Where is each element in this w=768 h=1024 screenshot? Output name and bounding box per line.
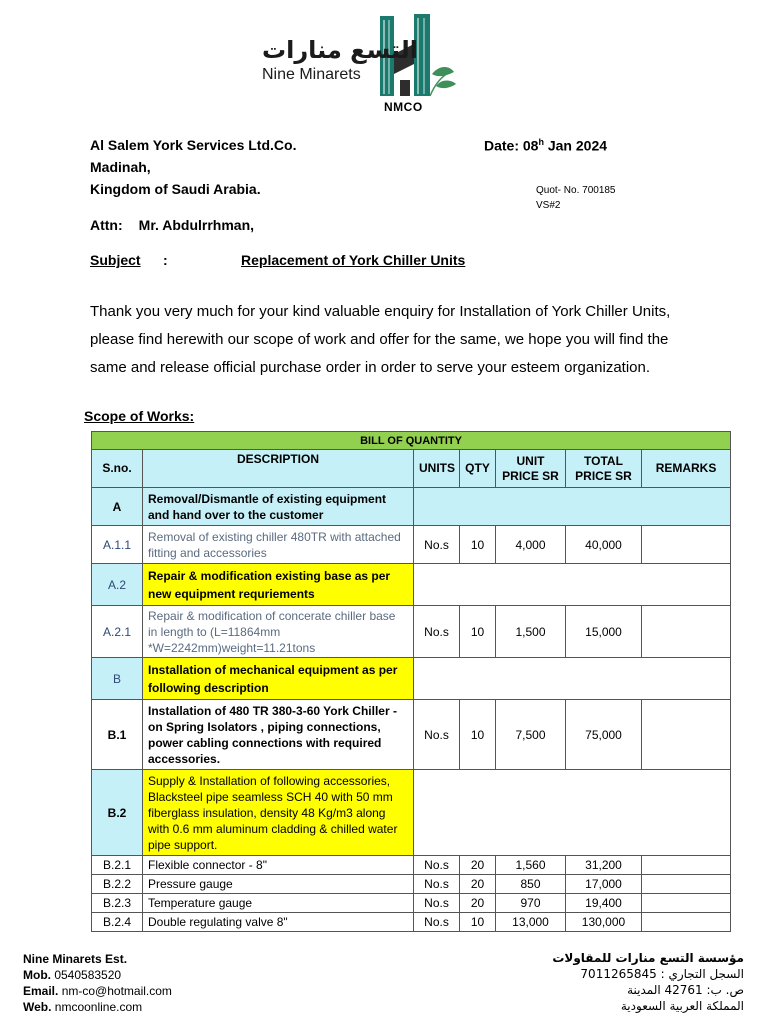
footer-ar-po: ص. ب: 42761 المدينة: [627, 983, 744, 997]
row-unit-price: 7,500: [496, 700, 566, 770]
subject-colon: :: [163, 252, 168, 268]
row-empty: [414, 658, 731, 700]
table-row: [92, 564, 731, 606]
date-prefix: Date: 08: [484, 137, 539, 154]
row-description: Pressure gauge: [143, 875, 414, 894]
row-description: Removal of existing chiller 480TR with attached fitting and accessories: [143, 526, 414, 564]
row-sno: B.2.3: [92, 894, 143, 913]
attn-name: Mr. Abdulrrhman,: [138, 217, 255, 233]
row-sno: B.1: [92, 700, 143, 770]
footer-email-label: Email.: [23, 984, 59, 998]
row-sno: A.1.1: [92, 526, 143, 564]
row-units: No.s: [414, 606, 460, 658]
row-description: Installation of mechanical equipment as per following description: [143, 658, 414, 700]
row-description: Temperature gauge: [143, 894, 414, 913]
footer-ar-cr: السجل التجاري : 7011265845: [580, 967, 744, 981]
footer-mob: 0540583520: [51, 968, 122, 982]
address-country: Kingdom of Saudi Arabia.: [90, 181, 261, 197]
row-empty: [414, 770, 731, 856]
row-unit-price: 970: [496, 894, 566, 913]
table-row: [92, 488, 731, 526]
header-remarks: REMARKS: [642, 450, 731, 488]
date-suffix: Jan 2024: [543, 137, 608, 154]
table-row: [92, 875, 731, 894]
table-row: [92, 770, 731, 856]
quote-number: Quot- No. 700185: [536, 185, 616, 196]
row-units: No.s: [414, 913, 460, 932]
header-description: DESCRIPTION: [143, 450, 414, 488]
logo-abbr: NMCO: [384, 100, 423, 114]
row-units: No.s: [414, 526, 460, 564]
logo-arabic: التسع منارات: [262, 36, 419, 64]
row-qty: 10: [460, 913, 496, 932]
row-sno: B.2: [92, 770, 143, 856]
row-total-price: 40,000: [566, 526, 642, 564]
row-remarks: [642, 526, 731, 564]
address-company: Al Salem York Services Ltd.Co.: [90, 137, 297, 153]
table-row: [92, 856, 731, 875]
row-remarks: [642, 606, 731, 658]
footer-web-label: Web.: [23, 1000, 52, 1014]
footer-ar-company: مؤسسة التسع منارات للمقاولات: [552, 951, 744, 965]
row-total-price: 17,000: [566, 875, 642, 894]
attn-label: Attn:: [90, 217, 123, 233]
footer-left: [23, 951, 172, 1015]
row-sno: A: [92, 488, 143, 526]
subject: [90, 252, 466, 268]
date: [484, 137, 607, 154]
row-total-price: 19,400: [566, 894, 642, 913]
row-sno: B: [92, 658, 143, 700]
date-sup: h: [538, 137, 544, 147]
footer-web: nmcoonline.com: [51, 1000, 143, 1014]
scope-title: Scope of Works:: [84, 408, 195, 424]
footer-email: nm-co@hotmail.com: [58, 984, 172, 998]
header-unit-price: UNIT PRICE SR: [496, 450, 566, 488]
row-units: No.s: [414, 875, 460, 894]
row-qty: 20: [460, 894, 496, 913]
table-row: [92, 894, 731, 913]
header-sno: S.no.: [92, 450, 143, 488]
row-qty: 10: [460, 606, 496, 658]
row-sno: B.2.4: [92, 913, 143, 932]
row-total-price: 75,000: [566, 700, 642, 770]
row-total-price: 130,000: [566, 913, 642, 932]
row-remarks: [642, 700, 731, 770]
row-unit-price: 850: [496, 875, 566, 894]
row-empty: [414, 564, 731, 606]
row-empty: [414, 488, 731, 526]
attn: [90, 217, 254, 233]
row-unit-price: 13,000: [496, 913, 566, 932]
header-qty: QTY: [460, 450, 496, 488]
row-remarks: [642, 875, 731, 894]
footer-right: [552, 950, 744, 1014]
footer-ar-country: المملكة العربية السعودية: [620, 999, 744, 1013]
subject-label: Subject: [90, 252, 141, 268]
row-description: Double regulating valve 8": [143, 913, 414, 932]
row-description: Repair & modification existing base as per new equipment requriements: [143, 564, 414, 606]
row-remarks: [642, 913, 731, 932]
row-sno: A.2.1: [92, 606, 143, 658]
row-total-price: 15,000: [566, 606, 642, 658]
table-row: [92, 526, 731, 564]
row-remarks: [642, 856, 731, 875]
footer-mob-label: Mob.: [23, 968, 51, 982]
row-qty: 20: [460, 856, 496, 875]
intro-paragraph: Thank you very much for your kind valuable enquiry for Installation of York Chiller Units, please find herewith our scope of work and offer for the same, we hope you will find the same and release official purchase order in order to serve your esteem organization.: [90, 303, 671, 376]
subject-value: Replacement of York Chiller Units: [241, 252, 466, 268]
bill-of-quantity-table: [91, 431, 731, 932]
row-description: Removal/Dismantle of existing equipment and hand over to the customer: [143, 488, 414, 526]
table-row: [92, 658, 731, 700]
quote-vs: VS#2: [536, 200, 561, 211]
row-total-price: 31,200: [566, 856, 642, 875]
row-unit-price: 4,000: [496, 526, 566, 564]
row-unit-price: 1,560: [496, 856, 566, 875]
row-qty: 20: [460, 875, 496, 894]
row-units: No.s: [414, 856, 460, 875]
row-remarks: [642, 894, 731, 913]
row-sno: B.2.2: [92, 875, 143, 894]
address-city: Madinah,: [90, 159, 151, 175]
row-qty: 10: [460, 700, 496, 770]
row-sno: A.2: [92, 564, 143, 606]
row-sno: B.2.1: [92, 856, 143, 875]
row-units: No.s: [414, 894, 460, 913]
row-description: Flexible connector - 8": [143, 856, 414, 875]
footer-company: Nine Minarets Est.: [23, 952, 128, 966]
header-total-price: TOTAL PRICE SR: [566, 450, 642, 488]
table-row: [92, 606, 731, 658]
row-unit-price: 1,500: [496, 606, 566, 658]
table-row: [92, 913, 731, 932]
row-description: Installation of 480 TR 380-3-60 York Chiller - on Spring Isolators , piping connections, power cabling connections with required accessories.: [143, 700, 414, 770]
row-qty: 10: [460, 526, 496, 564]
row-description: Repair & modification of concerate chiller base in length to (L=11864mm *W=2242mm)weight=11.21tons: [143, 606, 414, 658]
row-description: Supply & Installation of following accessories, Blacksteel pipe seamless SCH 40 with 50 mm fiberglass insulation, density 48 Kg/m3 along with 0.6 mm aluminum cladding & chilled water pipe support.: [143, 770, 414, 856]
table-title: BILL OF QUANTITY: [92, 432, 731, 450]
logo-english: Nine Minarets: [262, 66, 361, 83]
row-units: No.s: [414, 700, 460, 770]
table-row: [92, 700, 731, 770]
header-units: UNITS: [414, 450, 460, 488]
